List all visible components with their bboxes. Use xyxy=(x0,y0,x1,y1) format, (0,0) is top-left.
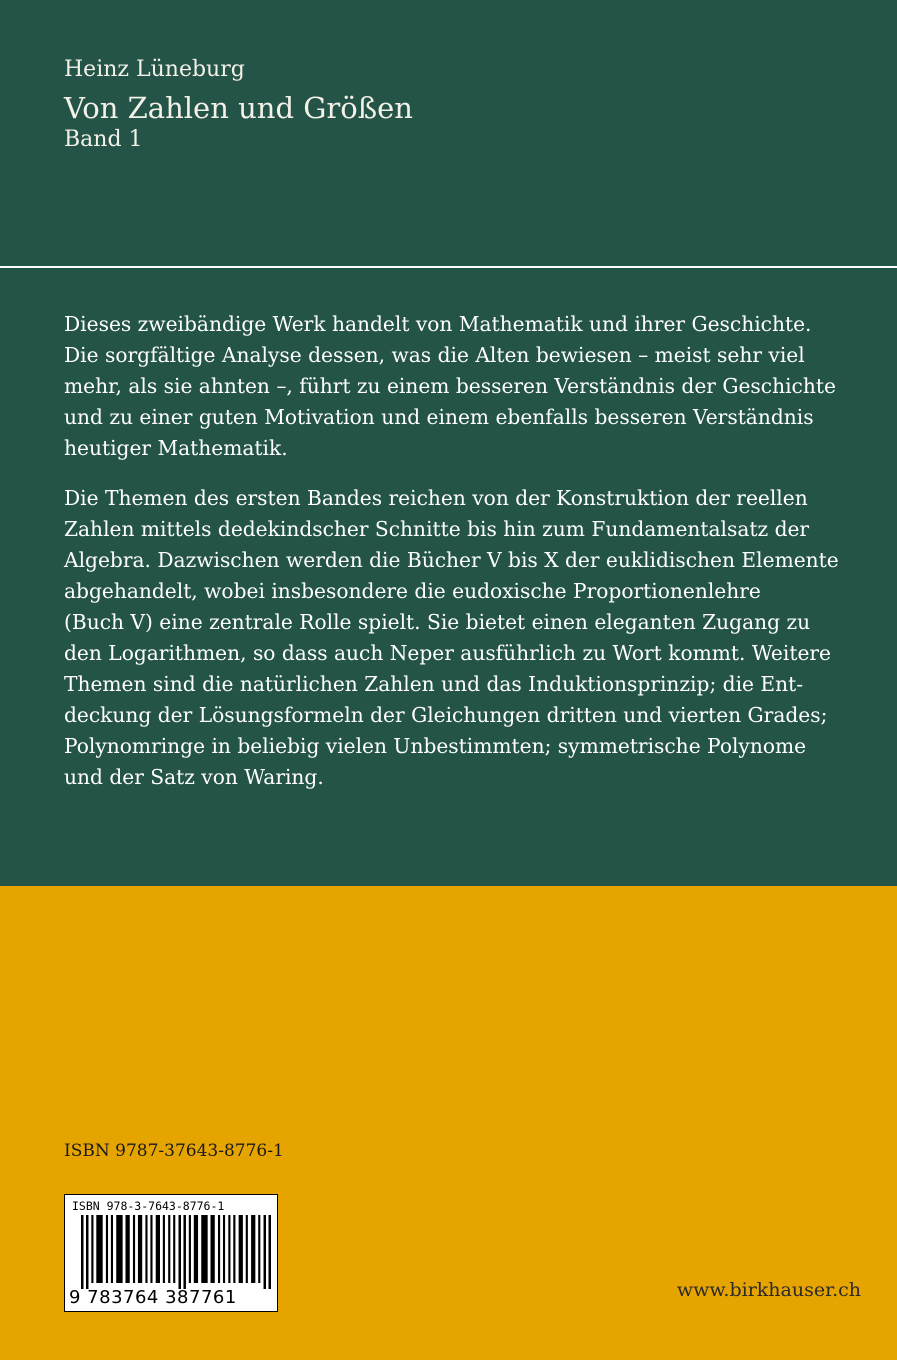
barcode-bar xyxy=(86,1215,88,1289)
barcode-bar xyxy=(138,1215,142,1283)
barcode-bar xyxy=(246,1215,248,1283)
barcode-bar xyxy=(125,1215,129,1283)
barcode-bar xyxy=(81,1215,83,1289)
divider-rule xyxy=(0,266,897,268)
text-line: und der Satz von Waring. xyxy=(64,765,324,789)
barcode-bar xyxy=(168,1215,170,1283)
text-line: Die sorgfältige Analyse dessen, was die Alten bewiesen – meist sehr viel xyxy=(64,343,805,367)
barcode-bar xyxy=(96,1215,102,1283)
description-paragraph-1 xyxy=(64,309,864,464)
barcode-bar xyxy=(258,1215,260,1283)
barcode-bar xyxy=(223,1215,225,1283)
barcode-bar xyxy=(178,1215,180,1289)
barcode-digits: 9 783764 387761 xyxy=(69,1287,237,1308)
text-line: mehr, als sie ahnten –, führt zu einem besseren Verständnis der Geschichte xyxy=(64,374,836,398)
barcode-bar xyxy=(111,1215,113,1283)
text-line: deckung der Lösungsformeln der Gleichungen dritten und vierten Grades; xyxy=(64,703,828,727)
text-line: (Buch V) eine zentrale Rolle spielt. Sie bietet einen eleganten Zugang zu xyxy=(64,610,811,634)
barcode-bar xyxy=(91,1215,93,1283)
barcode-bar xyxy=(233,1215,235,1283)
barcode-bar xyxy=(211,1215,215,1283)
barcode-bar xyxy=(183,1215,185,1289)
text-line: Algebra. Dazwischen werden die Bücher V bis X der euklidischen Elemente xyxy=(64,548,839,572)
book-title: Von Zahlen und Größen xyxy=(64,91,413,125)
barcode-bar xyxy=(264,1215,266,1289)
text-line: Dieses zweibändige Werk handelt von Mathematik und ihrer Geschichte. xyxy=(64,312,812,336)
barcode-bar xyxy=(189,1215,191,1283)
text-line: abgehandelt, wobei insbesondere die eudoxische Proportionenlehre xyxy=(64,579,761,603)
publisher-website: www.birkhauser.ch xyxy=(676,1279,861,1301)
isbn-text: ISBN 9787-37643-8776-1 xyxy=(64,1141,284,1161)
text-line: und zu einer guten Motivation und einem ebenfalls besseren Verständnis xyxy=(64,405,814,429)
text-line: Zahlen mittels dedekindscher Schnitte bis hin zum Fundamentalsatz der xyxy=(64,517,810,541)
volume-label: Band 1 xyxy=(64,127,143,152)
text-line: Die Themen des ersten Bandes reichen von der Konstruktion der reellen xyxy=(64,486,808,510)
barcode-bar xyxy=(145,1215,147,1283)
barcode-bars xyxy=(81,1215,271,1289)
barcode-isbn-label: ISBN 978-3-7643-8776-1 xyxy=(72,1199,225,1213)
barcode-bar xyxy=(194,1215,198,1283)
description-paragraph-2 xyxy=(64,483,864,793)
barcode-bar xyxy=(163,1215,165,1283)
barcode-bar xyxy=(156,1215,160,1283)
barcode-bar xyxy=(251,1215,255,1283)
barcode-bar xyxy=(106,1215,108,1283)
author-name: Heinz Lüneburg xyxy=(64,57,245,82)
barcode xyxy=(64,1194,278,1312)
barcode-bar xyxy=(201,1215,207,1283)
text-line: Themen sind die natürlichen Zahlen und das Induktionsprinzip; die Ent- xyxy=(64,672,804,696)
barcode-bar xyxy=(228,1215,230,1283)
barcode-bar xyxy=(150,1215,152,1283)
barcode-bar xyxy=(116,1215,122,1283)
text-line: heutiger Mathematik. xyxy=(64,436,288,460)
text-line: den Logarithmen, so dass auch Neper ausführlich zu Wort kommt. Weitere xyxy=(64,641,831,665)
barcode-bar xyxy=(269,1215,271,1289)
barcode-bar xyxy=(133,1215,135,1283)
text-line: Polynomringe in beliebig vielen Unbestimmten; symmetrische Polynome xyxy=(64,734,807,758)
barcode-bar xyxy=(218,1215,220,1283)
barcode-bar xyxy=(239,1215,243,1283)
barcode-bar xyxy=(173,1215,175,1283)
